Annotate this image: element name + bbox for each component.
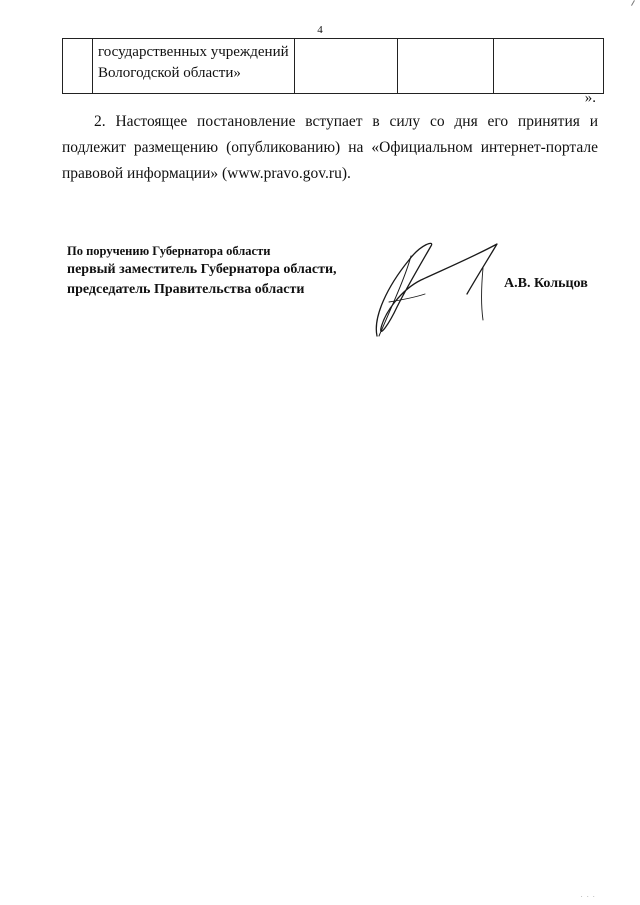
continuation-table — [62, 38, 604, 94]
resolution-paragraph: 2. Настоящее постановление вступает в силу со дня его принятия и подлежит размещению (опубликованию) на «Официальном интернет-портале правовой информации» (www.pravo.gov.ru). — [62, 113, 598, 182]
signature-title-line: первый заместитель Губернатора области, — [67, 262, 337, 277]
signature-authority-line: По поручению Губернатора области — [67, 244, 271, 258]
table-cell — [494, 39, 604, 94]
corner-mark — [624, 0, 635, 6]
signature-block — [67, 243, 337, 300]
footer-mark: · · · — [580, 893, 596, 901]
table-cell — [398, 39, 494, 94]
handwritten-signature — [365, 232, 505, 352]
closing-quote: ». — [584, 90, 596, 106]
signer-name: А.В. Кольцов — [504, 276, 588, 291]
signature-title-line: председатель Правительства области — [67, 282, 305, 297]
page-number: 4 — [317, 24, 323, 36]
table-row — [63, 39, 604, 94]
table-cell — [63, 39, 93, 94]
table-cell: государственных учреждений Вологодской области» — [93, 39, 295, 94]
table-cell — [295, 39, 398, 94]
